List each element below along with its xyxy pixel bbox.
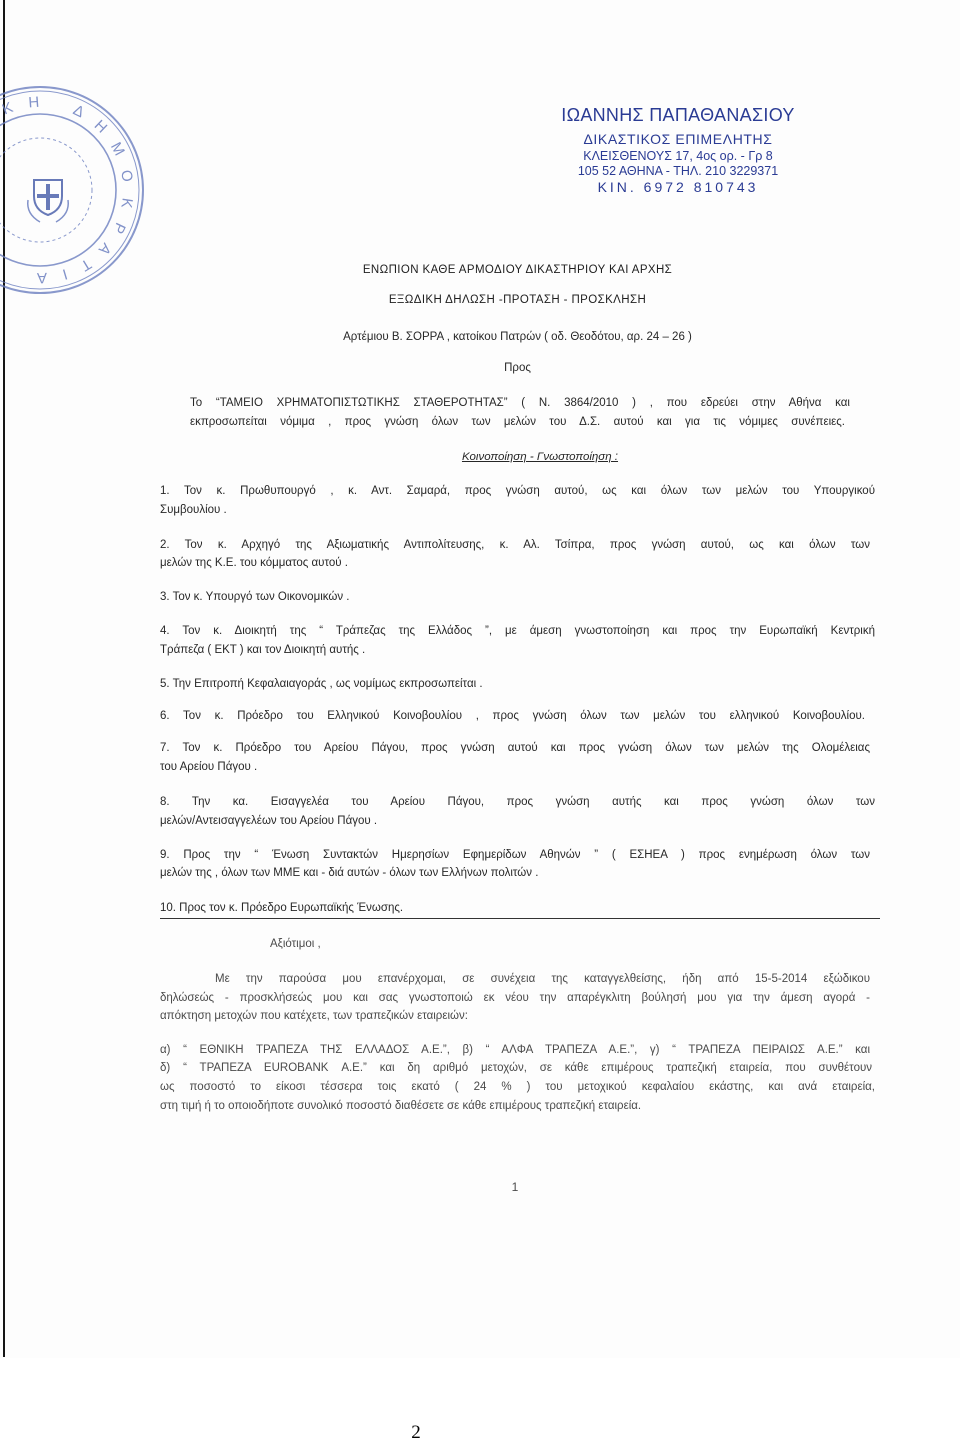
- salutation: Αξιότιμοι ,: [270, 938, 321, 950]
- cc-line: μελών/Αντεισαγγελέων του Αρείου Πάγου .: [160, 815, 378, 827]
- stamp-address: ΚΛΕΙΣΘΕΝΟΥΣ 17, 4ος ορ. - Γρ 8: [583, 149, 773, 163]
- cc-line: 1. Τον κ. Πρωθυπουργό , κ. Αντ. Σαμαρά, προς γνώση αυτού, ως και όλων των μελών του Υπουργικού: [160, 485, 875, 497]
- cc-line: Συμβουλίου .: [160, 504, 227, 516]
- cc-line: Τράπεζα ( ΕΚΤ ) και τον Διοικητή αυτής .: [160, 644, 366, 656]
- cc-line: 3. Τον κ. Υπουργό των Οικονομικών .: [160, 591, 350, 603]
- cc-line: 8. Την κα. Εισαγγελέα του Αρείου Πάγου, προς γνώση αυτής και προς γνώση όλων των: [160, 796, 875, 808]
- body-line: Με την παρούσα μου επανέρχομαι, σε συνέχεια της καταγγελθείσης, ήδη από 15-5-2014 εξώδικου: [215, 973, 870, 985]
- seal-outer-text: ΚΗ ΔΗΜΟΚΡΑΤΙΑ: [0, 93, 136, 287]
- cc-line: 9. Προς την “ Ένωση Συντακτών Ημερησίων Εφημερίδων Αθηνών ” ( ΕΣΗΕΑ ) προς ενημέρωση όλων των: [160, 849, 870, 861]
- cc-line: 2. Τον κ. Αρχηγό της Αξιωματικής Αντιπολίτευσης, κ. Αλ. Τσίπρα, προς γνώση αυτού, ως και όλων των: [160, 539, 870, 551]
- official-seal: [0, 0, 160, 310]
- stamp-city-phone: 105 52 ΑΘΗΝΑ - ΤΗΛ. 210 3229371: [577, 164, 779, 178]
- court-heading: ΕΝΩΠΙΟΝ ΚΑΘΕ ΑΡΜΟΔΙΟΥ ΔΙΚΑΣΤΗΡΙΟΥ ΚΑΙ ΑΡΧΗΣ: [362, 264, 673, 276]
- stamp-mobile: ΚΙΝ. 6972 810743: [597, 179, 759, 195]
- section-divider: [160, 918, 880, 919]
- body-line: δηλώσεώς - προσκλήσεώς μου και σας γνωστοποιώ εκ νέου την απαρέγκλιτη βούλησή μου για την άμεση αγορά -: [160, 992, 870, 1004]
- recipient-line-1: Το “ΤΑΜΕΙΟ ΧΡΗΜΑΤΟΠΙΣΤΩΤΙΚΗΣ ΣΤΑΘΕΡΟΤΗΤΑΣ” ( Ν. 3864/2010 ) , που εδρεύει στην Αθήνα και: [190, 397, 850, 409]
- to-label: Προς: [504, 362, 531, 374]
- cc-line: 10. Προς τον κ. Πρόεδρο Ευρωπαϊκής Ένωσης.: [160, 902, 404, 914]
- body-line: ως ποσοστό το είκοσι τέσσερα τοις εκατό ( 24 % ) του μετοχικού κεφαλαίου εκάστης, και ανά εταιρεία,: [160, 1081, 875, 1093]
- stamp-title: ΔΙΚΑΣΤΙΚΟΣ ΕΠΙΜΕΛΗΤΗΣ: [583, 131, 773, 147]
- cc-line: 5. Την Επιτροπή Κεφαλαιαγοράς , ως νομίμως εκπροσωπείται .: [160, 678, 483, 690]
- cc-line: του Αρείου Πάγου .: [160, 761, 258, 773]
- cc-line: μελών της , όλων των ΜΜΕ και - διά αυτών - όλων των Ελλήνων πολιτών .: [160, 867, 539, 879]
- scan-page-number: 1: [511, 1180, 519, 1194]
- sender-line: Αρτέμιου Β. ΣΟΡΡΑ , κατοίκου Πατρών ( οδ. Θεοδότου, αρ. 24 – 26 ): [343, 331, 692, 343]
- body-line: στη τιμή ή το οποιοδήποτε συνολικό ποσοστό διαθέσετε σε κάθε επιμέρους τραπεζική εταιρεία.: [160, 1100, 642, 1112]
- cc-line: 6. Τον κ. Πρόεδρο του Ελληνικού Κοινοβουλίου , προς γνώση όλων των μελών του ελληνικού Κοινοβουλίου.: [160, 710, 865, 722]
- page-number: 2: [411, 1422, 421, 1443]
- cc-heading: Κοινοποίηση - Γνωστοποίηση :: [461, 451, 619, 463]
- document-title: ΕΞΩΔΙΚΗ ΔΗΛΩΣΗ -ΠΡΟΤΑΣΗ - ΠΡΟΣΚΛΗΣΗ: [388, 294, 647, 306]
- body-line: α) “ ΕΘΝΙΚΗ ΤΡΑΠΕΖΑ ΤΗΣ ΕΛΛΑΔΟΣ Α.Ε.”, β) “ ΑΛΦΑ ΤΡΑΠΕΖΑ Α.Ε.”, γ) “ ΤΡΑΠΕΖΑ ΠΕΙΡΑΙΩΣ Α.Ε.” και: [160, 1044, 870, 1056]
- body-line: δ) “ ΤΡΑΠΕΖΑ EUROBANK Α.Ε.” και δη αριθμό μετοχών, σε κάθε επιμέρους τραπεζική εταιρεία, που συνθέτουν: [160, 1062, 872, 1074]
- cc-line: μελών της Κ.Ε. του κόμματος αυτού .: [160, 557, 348, 569]
- seal-emblem-icon: [28, 180, 69, 222]
- recipient-line-2: εκπροσωπείται νόμιμα , προς γνώση όλων των μελών του Δ.Σ. αυτού και για τις νόμιμες συνέπειες.: [190, 416, 845, 428]
- stamp-name: ΙΩΑΝΝΗΣ ΠΑΠΑΘΑΝΑΣΙΟΥ: [561, 105, 795, 125]
- body-line: απόκτηση μετοχών που κατέχετε, των τραπεζικών εταιρειών:: [160, 1010, 468, 1022]
- cc-line: 7. Τον κ. Πρόεδρο του Αρείου Πάγου, προς γνώση αυτού και προς γνώση όλων των μελών της Ολομέλειας: [160, 742, 870, 754]
- cc-line: 4. Τον κ. Διοικητή της “ Τράπεζας της Ελλάδος ”, με άμεση γνωστοποίηση και προς την Ευρωπαϊκή Κεντρική: [160, 625, 875, 637]
- seal-outer-ring: [0, 87, 143, 293]
